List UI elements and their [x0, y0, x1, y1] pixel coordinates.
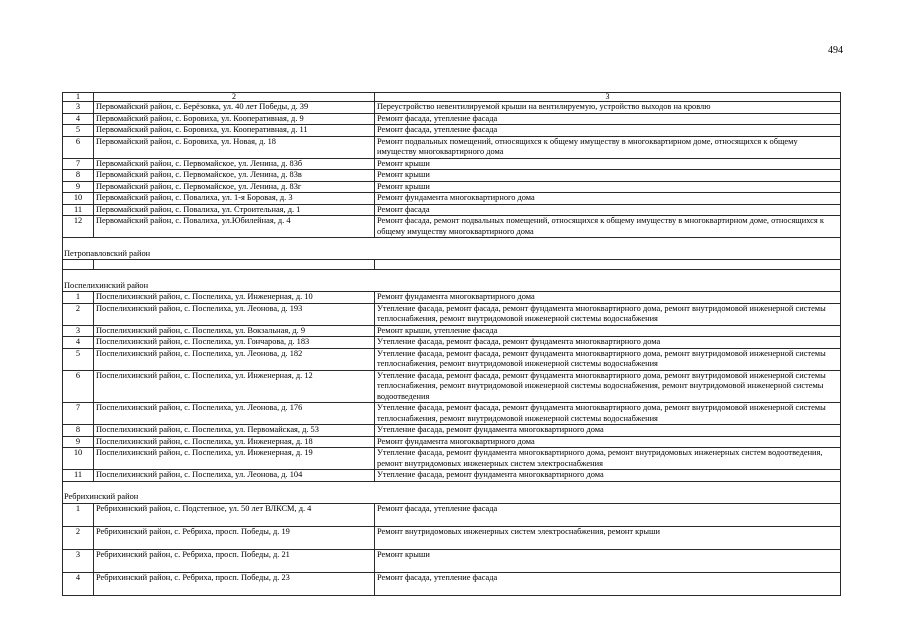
table-row — [63, 204, 841, 216]
table-row — [63, 403, 841, 425]
row-number — [63, 260, 94, 270]
work-types-cell: Ремонт фундамента многоквартирного дома — [375, 292, 841, 304]
row-number: 3 — [63, 325, 94, 337]
row-number: 8 — [63, 425, 94, 437]
row-number: 1 — [63, 292, 94, 304]
work-types-cell: Утепление фасада, ремонт фасада, ремонт фундамента многоквартирного дома, ремонт внутридомовой инженерной системы теплоснабжения, ремонт внутридомовой инженерной системы водоснабжения — [375, 403, 841, 425]
row-number: 10 — [63, 193, 94, 205]
address-cell: Поспелихинский район, с. Поспелиха, ул. Инженерная, д. 12 — [94, 370, 375, 403]
table-row — [63, 260, 841, 270]
address-cell: Ребрихинский район, с. Ребриха, просп. Победы, д. 23 — [94, 572, 375, 595]
row-number: 5 — [63, 348, 94, 370]
work-types-cell: Ремонт фасада, утепление фасада — [375, 125, 841, 137]
table-row — [63, 181, 841, 193]
table-row — [63, 216, 841, 238]
work-types-cell: Утепление фасада, ремонт фундамента многоквартирного дома — [375, 425, 841, 437]
column-address-header: 2 — [94, 93, 375, 102]
address-cell: Первомайский район, с. Боровиха, ул. Новая, д. 18 — [94, 136, 375, 158]
row-number: 2 — [63, 526, 94, 549]
table-row — [63, 470, 841, 482]
work-types-cell: Ремонт фасада, ремонт подвальных помещений, относящихся к общему имуществу в многоквартирном доме, относящихся к общему имуществу многоквартирного дома — [375, 216, 841, 238]
table-row — [63, 448, 841, 470]
address-cell: Первомайский район, с. Повалиха, ул. 1-я Боровая, д. 3 — [94, 193, 375, 205]
work-types-cell: Ремонт внутридомовых инженерных систем электроснабжения, ремонт крыши — [375, 526, 841, 549]
work-types-cell: Утепление фасада, ремонт фундамента многоквартирного дома, ремонт внутридомовых инженерных систем водоотведения, ремонт внутридомовых инженерных систем электроснабжения — [375, 448, 841, 470]
table-header-row — [63, 93, 841, 102]
table-row — [63, 170, 841, 182]
address-cell: Поспелихинский район, с. Поспелиха, ул. Леонова, д. 176 — [94, 403, 375, 425]
table-row — [63, 125, 841, 137]
work-types-cell: Утепление фасада, ремонт фасада, ремонт фундамента многоквартирного дома, ремонт внутридомовой инженерной системы теплоснабжения, ремонт внутридомовой инженерной системы водоснабжения, ремонт внутридомовой инженерной системы водоотведения — [375, 370, 841, 403]
row-number: 1 — [63, 503, 94, 526]
address-cell: Ребрихинский район, с. Подстепное, ул. 50 лет ВЛКСМ, д. 4 — [94, 503, 375, 526]
column-number-header: 1 — [63, 93, 94, 102]
row-number: 11 — [63, 204, 94, 216]
work-types-cell: Ремонт подвальных помещений, относящихся к общему имуществу в многоквартирном доме, относящихся к общему имуществу многоквартирного дома — [375, 136, 841, 158]
address-cell: Первомайский район, с. Первомайское, ул. Ленина, д. 83в — [94, 170, 375, 182]
table-row — [63, 425, 841, 437]
work-types-cell: Ремонт крыши, утепление фасада — [375, 325, 841, 337]
row-number: 9 — [63, 181, 94, 193]
address-cell: Поспелихинский район, с. Поспелиха, ул. Инженерная, д. 10 — [94, 292, 375, 304]
table-row — [63, 158, 841, 170]
row-number: 6 — [63, 370, 94, 403]
table-row — [63, 136, 841, 158]
row-number: 4 — [63, 113, 94, 125]
district-heading-row — [63, 270, 841, 292]
row-number: 6 — [63, 136, 94, 158]
row-number: 4 — [63, 572, 94, 595]
address-cell: Ребрихинский район, с. Ребриха, просп. Победы, д. 19 — [94, 526, 375, 549]
column-work-header: 3 — [375, 93, 841, 102]
page-number: 494 — [828, 45, 843, 56]
work-types-cell: Утепление фасада, ремонт фундамента многоквартирного дома — [375, 470, 841, 482]
works-table — [62, 92, 841, 596]
table-row — [63, 572, 841, 595]
row-number: 7 — [63, 403, 94, 425]
address-cell: Первомайский район, с. Первомайское, ул. Ленина, д. 83б — [94, 158, 375, 170]
work-types-cell: Ремонт фундамента многоквартирного дома — [375, 193, 841, 205]
work-types-cell: Утепление фасада, ремонт фасада, ремонт фундамента многоквартирного дома, ремонт внутридомовой инженерной системы теплоснабжения, ремонт внутридомовой инженерной системы водоснабжения — [375, 303, 841, 325]
address-cell: Поспелихинский район, с. Поспелиха, ул. Леонова, д. 104 — [94, 470, 375, 482]
district-heading-row — [63, 481, 841, 503]
row-number: 3 — [63, 549, 94, 572]
table-row — [63, 526, 841, 549]
row-number: 12 — [63, 216, 94, 238]
address-cell: Поспелихинский район, с. Поспелиха, ул. Инженерная, д. 19 — [94, 448, 375, 470]
table-row — [63, 113, 841, 125]
row-number: 5 — [63, 125, 94, 137]
address-cell: Первомайский район, с. Берёзовка, ул. 40 лет Победы, д. 39 — [94, 102, 375, 114]
row-number: 9 — [63, 436, 94, 448]
district-heading: Петропавловский район — [63, 238, 841, 260]
address-cell: Поспелихинский район, с. Поспелиха, ул. Леонова, д. 182 — [94, 348, 375, 370]
table-row — [63, 193, 841, 205]
work-types-cell: Утепление фасада, ремонт фасада, ремонт фундамента многоквартирного дома — [375, 337, 841, 349]
table-row — [63, 337, 841, 349]
address-cell: Первомайский район, с. Боровиха, ул. Кооперативная, д. 11 — [94, 125, 375, 137]
address-cell — [94, 260, 375, 270]
table-row — [63, 370, 841, 403]
row-number: 7 — [63, 158, 94, 170]
row-number: 4 — [63, 337, 94, 349]
address-cell: Ребрихинский район, с. Ребриха, просп. Победы, д. 21 — [94, 549, 375, 572]
district-heading: Ребрихинский район — [63, 481, 841, 503]
district-heading-row — [63, 238, 841, 260]
address-cell: Поспелихинский район, с. Поспелиха, ул. Леонова, д. 193 — [94, 303, 375, 325]
work-types-cell: Ремонт фундамента многоквартирного дома — [375, 436, 841, 448]
row-number: 11 — [63, 470, 94, 482]
address-cell: Первомайский район, с. Повалиха, ул.Юбилейная, д. 4 — [94, 216, 375, 238]
row-number: 3 — [63, 102, 94, 114]
table-row — [63, 325, 841, 337]
work-types-cell: Ремонт крыши — [375, 181, 841, 193]
address-cell: Первомайский район, с. Первомайское, ул. Ленина, д. 83г — [94, 181, 375, 193]
table-row — [63, 292, 841, 304]
address-cell: Первомайский район, с. Повалиха, ул. Строительная, д. 1 — [94, 204, 375, 216]
work-types-cell: Утепление фасада, ремонт фасада, ремонт фундамента многоквартирного дома, ремонт внутридомовой инженерной системы теплоснабжения, ремонт внутридомовой инженерной системы водоснабжения — [375, 348, 841, 370]
work-types-cell — [375, 260, 841, 270]
table-row — [63, 436, 841, 448]
address-cell: Первомайский район, с. Боровиха, ул. Кооперативная, д. 9 — [94, 113, 375, 125]
table-row — [63, 549, 841, 572]
row-number: 10 — [63, 448, 94, 470]
table-row — [63, 102, 841, 114]
address-cell: Поспелихинский район, с. Поспелиха, ул. Первомайская, д. 53 — [94, 425, 375, 437]
work-types-cell: Ремонт фасада, утепление фасада — [375, 503, 841, 526]
district-heading: Поспелихинский район — [63, 270, 841, 292]
work-types-cell: Ремонт фасада, утепление фасада — [375, 113, 841, 125]
work-types-cell: Ремонт крыши — [375, 170, 841, 182]
table-body — [63, 102, 841, 596]
table-row — [63, 348, 841, 370]
address-cell: Поспелихинский район, с. Поспелиха, ул. Вокзальная, д. 9 — [94, 325, 375, 337]
work-types-cell: Ремонт крыши — [375, 549, 841, 572]
table-row — [63, 303, 841, 325]
work-types-cell: Ремонт фасада — [375, 204, 841, 216]
table-row — [63, 503, 841, 526]
address-cell: Поспелихинский район, с. Поспелиха, ул. Инженерная, д. 18 — [94, 436, 375, 448]
row-number: 2 — [63, 303, 94, 325]
work-types-cell: Ремонт крыши — [375, 158, 841, 170]
address-cell: Поспелихинский район, с. Поспелиха, ул. Гончарова, д. 183 — [94, 337, 375, 349]
work-types-cell: Ремонт фасада, утепление фасада — [375, 572, 841, 595]
work-types-cell: Переустройство невентилируемой крыши на вентилируемую, устройство выходов на кровлю — [375, 102, 841, 114]
row-number: 8 — [63, 170, 94, 182]
